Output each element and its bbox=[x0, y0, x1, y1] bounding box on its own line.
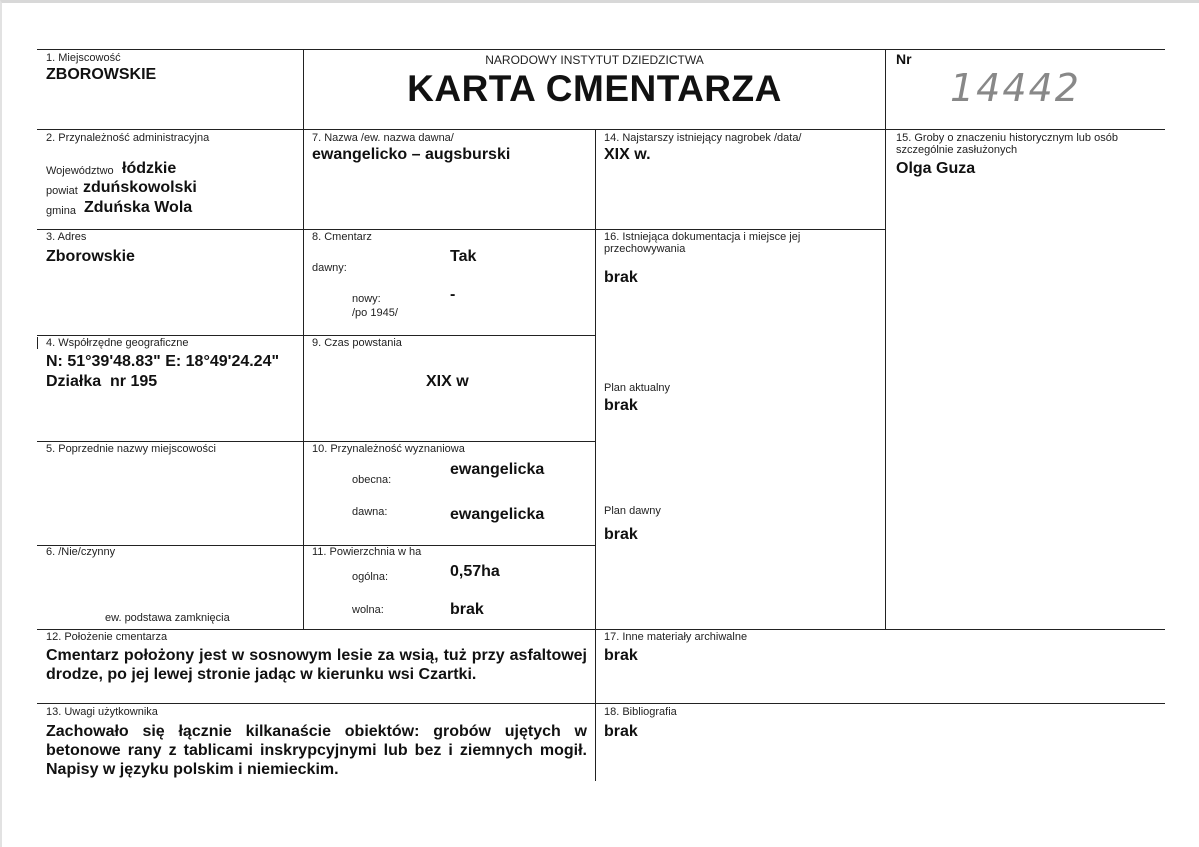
form-title: KARTA CMENTARZA bbox=[407, 68, 782, 109]
field10-label: 10. Przynależność wyznaniowa bbox=[312, 443, 465, 455]
field5-label: 5. Poprzednie nazwy miejscowości bbox=[46, 443, 216, 455]
field16-label: 16. Istniejąca dokumentacja i miejsce jej przechowywania bbox=[604, 231, 801, 255]
field1-label: 1. Miejscowość bbox=[46, 52, 121, 64]
former-denomination-value: ewangelicka bbox=[450, 506, 545, 523]
field18-label: 18. Bibliografia bbox=[604, 706, 677, 718]
institute-name: NARODOWY INSTYTUT DZIEDZICTWA bbox=[485, 53, 704, 67]
field14-label: 14. Najstarszy istniejący nagrobek /data/ bbox=[604, 132, 802, 144]
free-area-value: brak bbox=[450, 601, 484, 618]
total-area-label: ogólna: bbox=[352, 571, 389, 583]
field3-value: Zborowskie bbox=[46, 248, 135, 265]
field9-label: 9. Czas powstania bbox=[312, 337, 402, 349]
field4-label: 4. Współrzędne geograficzne bbox=[46, 337, 189, 349]
field13-label: 13. Uwagi użytkownika bbox=[46, 706, 158, 718]
field17-value: brak bbox=[604, 647, 638, 664]
field8-label: 8. Cmentarz bbox=[312, 231, 372, 243]
field9-value: XIX w bbox=[426, 373, 469, 390]
field7-label: 7. Nazwa /ew. nazwa dawna/ bbox=[312, 132, 454, 144]
new-cemetery-label: nowy: bbox=[352, 293, 381, 305]
former-plan-value: brak bbox=[604, 526, 638, 543]
total-area-value: 0,57ha bbox=[450, 563, 500, 580]
commune-value: Zduńska Wola bbox=[84, 199, 193, 216]
former-cemetery-value: Tak bbox=[450, 248, 477, 265]
current-denomination-label: obecna: bbox=[352, 474, 392, 486]
field3-label: 3. Adres bbox=[46, 231, 87, 243]
field16-value: brak bbox=[604, 269, 638, 286]
current-plan-value: brak bbox=[604, 397, 638, 414]
nr-value: 14442 bbox=[950, 66, 1081, 110]
free-area-label: wolna: bbox=[352, 604, 384, 616]
field17-label: 17. Inne materiały archiwalne bbox=[604, 631, 748, 643]
voivodeship-label: Województwo bbox=[46, 165, 114, 177]
coordinates-value: N: 51°39'48.83" E: 18°49'24.24" bbox=[46, 353, 280, 370]
former-plan-label: Plan dawny bbox=[604, 505, 661, 517]
field7-value: ewangelicko – augsburski bbox=[312, 146, 511, 163]
field18-value: brak bbox=[604, 723, 638, 740]
county-value: zduńskowolski bbox=[83, 179, 197, 196]
former-denomination-label: dawna: bbox=[352, 506, 388, 518]
plot-number: Działka nr 195 bbox=[46, 373, 158, 390]
field1-value: ZBOROWSKIE bbox=[46, 66, 157, 83]
field15-value: Olga Guza bbox=[896, 160, 976, 177]
voivodeship-value: łódzkie bbox=[122, 160, 177, 177]
field12-value: Cmentarz położony jest w sosnowym lesie za wsią, tuż przy asfaltowej drodze, po jej lewej stronie jadąc w kierunku wsi Czartki. bbox=[46, 647, 587, 683]
field6-label: 6. /Nie/czynny bbox=[46, 546, 116, 558]
field12-label: 12. Położenie cmentarza bbox=[46, 631, 168, 643]
former-cemetery-label: dawny: bbox=[312, 262, 347, 274]
field13-value: Zachowało się łącznie kilkanaście obiektów: grobów ujętych w betonowe rany z tablicami inskrypcyjnymi lub bez i ziemnych mogił. Napisy w języku polskim i niemieckim. bbox=[46, 723, 587, 778]
nr-label: Nr bbox=[896, 51, 912, 67]
commune-label: gmina bbox=[46, 205, 76, 217]
new-cemetery-value: - bbox=[450, 286, 456, 303]
field11-label: 11. Powierzchnia w ha bbox=[312, 546, 422, 558]
current-plan-label: Plan aktualny bbox=[604, 382, 671, 394]
field15-label: 15. Groby o znaczeniu historycznym lub osób szczególnie zasłużonych bbox=[896, 132, 1118, 156]
closure-basis-label: ew. podstawa zamknięcia bbox=[105, 612, 230, 624]
new-cemetery-sublabel: /po 1945/ bbox=[352, 307, 398, 319]
field14-value: XIX w. bbox=[604, 146, 651, 163]
county-label: powiat bbox=[46, 185, 78, 197]
current-denomination-value: ewangelicka bbox=[450, 461, 545, 478]
field2-label: 2. Przynależność administracyjna bbox=[46, 132, 210, 144]
